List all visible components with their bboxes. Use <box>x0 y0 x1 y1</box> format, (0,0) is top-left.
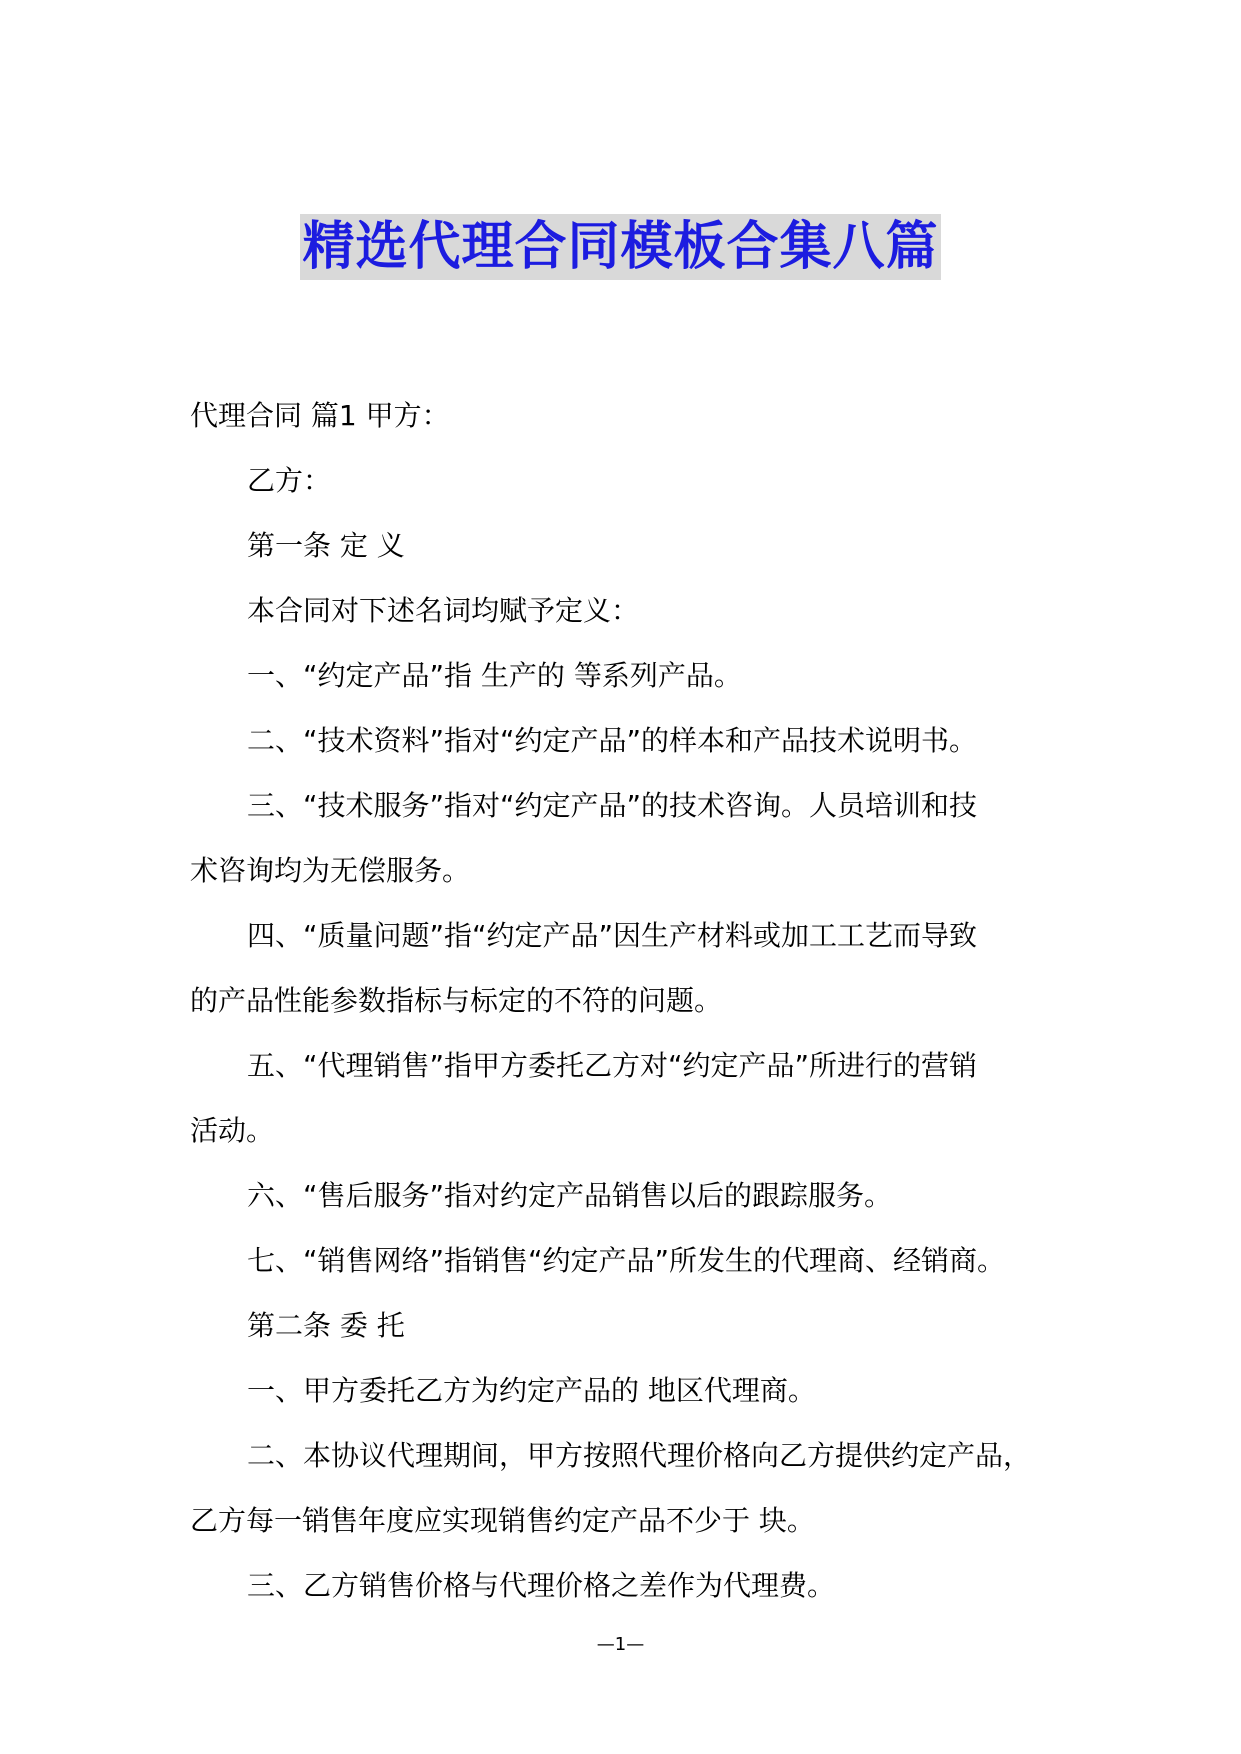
paragraph-line: 四、“质量问题”指“约定产品”因生产材料或加工工艺而导致 <box>247 919 978 952</box>
paragraph-line: 七、“销售网络”指销售“约定产品”所发生的代理商、经销商。 <box>247 1244 1006 1277</box>
section-heading: 第二条 委 托 <box>247 1309 405 1342</box>
document-title: 精选代理合同模板合集八篇 <box>300 214 940 280</box>
paragraph-line-continuation: 活动。 <box>190 1114 275 1147</box>
paragraph-line-continuation: 术咨询均为无偿服务。 <box>190 854 471 887</box>
paragraph-line: 本合同对下述名词均赋予定义： <box>247 594 640 627</box>
paragraph-line: 六、“售后服务”指对约定产品销售以后的跟踪服务。 <box>247 1179 893 1212</box>
paragraph-line: 乙方： <box>247 464 332 497</box>
paragraph-line: 三、“技术服务”指对“约定产品”的技术咨询。人员培训和技 <box>247 789 978 822</box>
document-body <box>190 383 1055 1618</box>
paragraph-line: 五、“代理销售”指甲方委托乙方对“约定产品”所进行的营销 <box>247 1049 978 1082</box>
paragraph-line: 三、乙方销售价格与代理价格之差作为代理费。 <box>247 1569 836 1602</box>
paragraph-line: 二、“技术资料”指对“约定产品”的样本和产品技术说明书。 <box>247 724 978 757</box>
paragraph-line-heading: 代理合同 篇1 甲方： <box>190 399 450 432</box>
paragraph-line-continuation: 乙方每一销售年度应实现销售约定产品不少于 块。 <box>190 1504 815 1537</box>
section-heading: 第一条 定 义 <box>247 529 405 562</box>
page-number: —1— <box>596 1634 645 1655</box>
paragraph-line-continuation: 的产品性能参数指标与标定的不符的问题。 <box>190 984 723 1017</box>
paragraph-line: 一、甲方委托乙方为约定产品的 地区代理商。 <box>247 1374 816 1407</box>
paragraph-line: 二、本协议代理期间，甲方按照代理价格向乙方提供约定产品， <box>247 1439 1032 1472</box>
paragraph-line: 一、“约定产品”指 生产的 等系列产品。 <box>247 659 742 692</box>
title-container <box>0 214 1241 280</box>
